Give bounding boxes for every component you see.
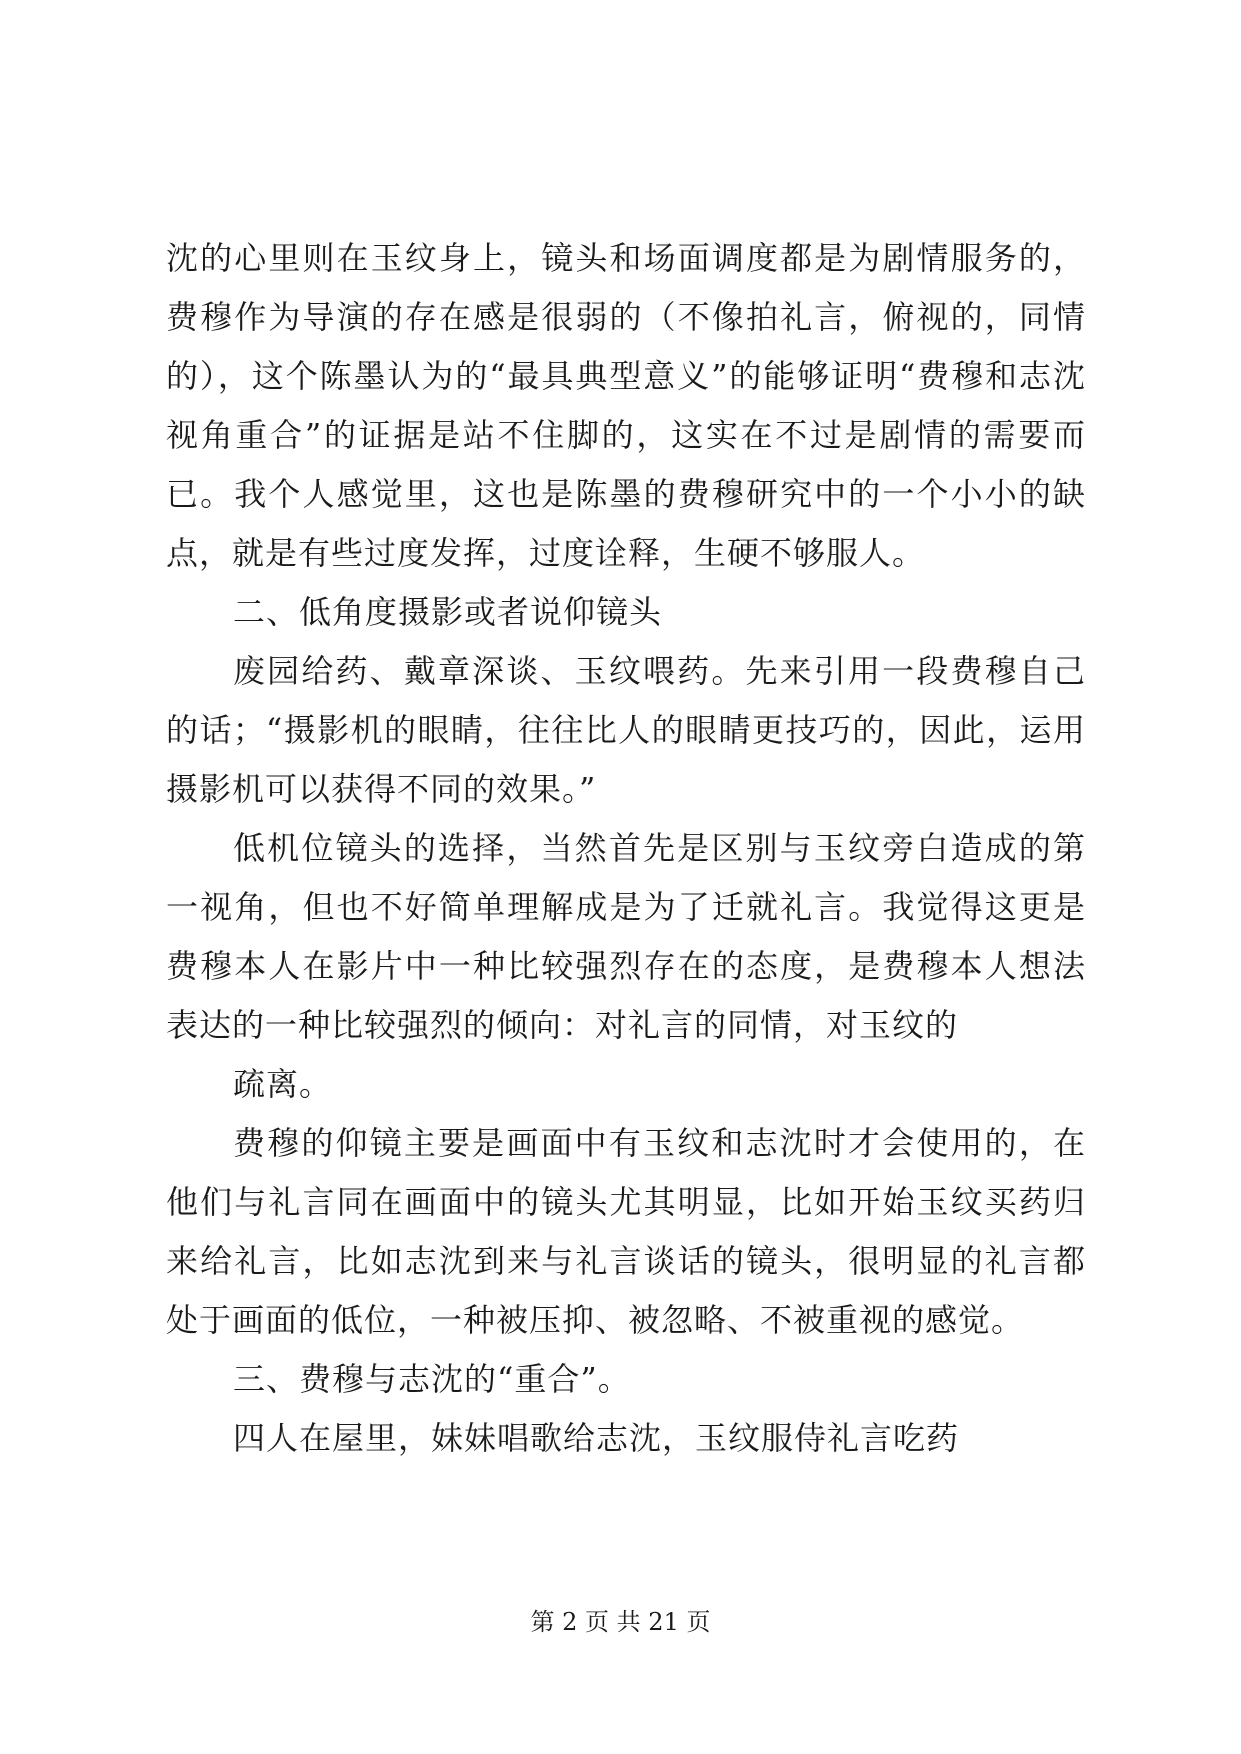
section-heading-overlap: 三、费穆与志沈的“重合”。: [233, 1360, 631, 1398]
document-body: [166, 229, 1086, 1468]
paragraph-continuation: 沈的心里则在玉纹身上，镜头和场面调度都是为剧情服务的，费穆作为导演的存在感是很弱的（不像拍礼言，俯视的，同情的），这个陈墨认为的“最具典型意义”的能够证明“费穆和志沈视角重合”的证据是站不住脚的，这实在不过是剧情的需要而已。我个人感觉里，这也是陈墨的费穆研究中的一个小小的缺点，就是有些过度发挥，过度诠释，生硬不够服人。: [166, 239, 1086, 572]
page-number-footer: 第 2 页 共 21 页: [530, 1608, 711, 1636]
section-heading-low-angle: 二、低角度摄影或者说仰镜头: [233, 593, 663, 631]
paragraph-upward-shot: 费穆的仰镜主要是画面中有玉纹和志沈时才会使用的，在他们与礼言同在画面中的镜头尤其明显，比如开始玉纹买药归来给礼言，比如志沈到来与礼言谈话的镜头，很明显的礼言都处于画面的低位，一种被压抑、被忽略、不被重视的感觉。: [166, 1124, 1086, 1339]
paragraph-low-angle-choice: 低机位镜头的选择，当然首先是区别与玉纹旁白造成的第一视角，但也不好简单理解成是为了迁就礼言。我觉得这更是费穆本人在影片中一种比较强烈存在的态度，是费穆本人想法表达的一种比较强烈的倾向：对礼言的同情，对玉纹的: [166, 829, 1086, 1044]
paragraph-scene: 四人在屋里，妹妹唱歌给志沈，玉纹服侍礼言吃药: [233, 1419, 960, 1457]
paragraph-quote: 废园给药、戴章深谈、玉纹喂药。先来引用一段费穆自己的话；“摄影机的眼睛，往往比人的眼睛更技巧的，因此，运用摄影机可以获得不同的效果。”: [166, 652, 1086, 808]
paragraph-fragment: 疏离。: [233, 1065, 333, 1103]
